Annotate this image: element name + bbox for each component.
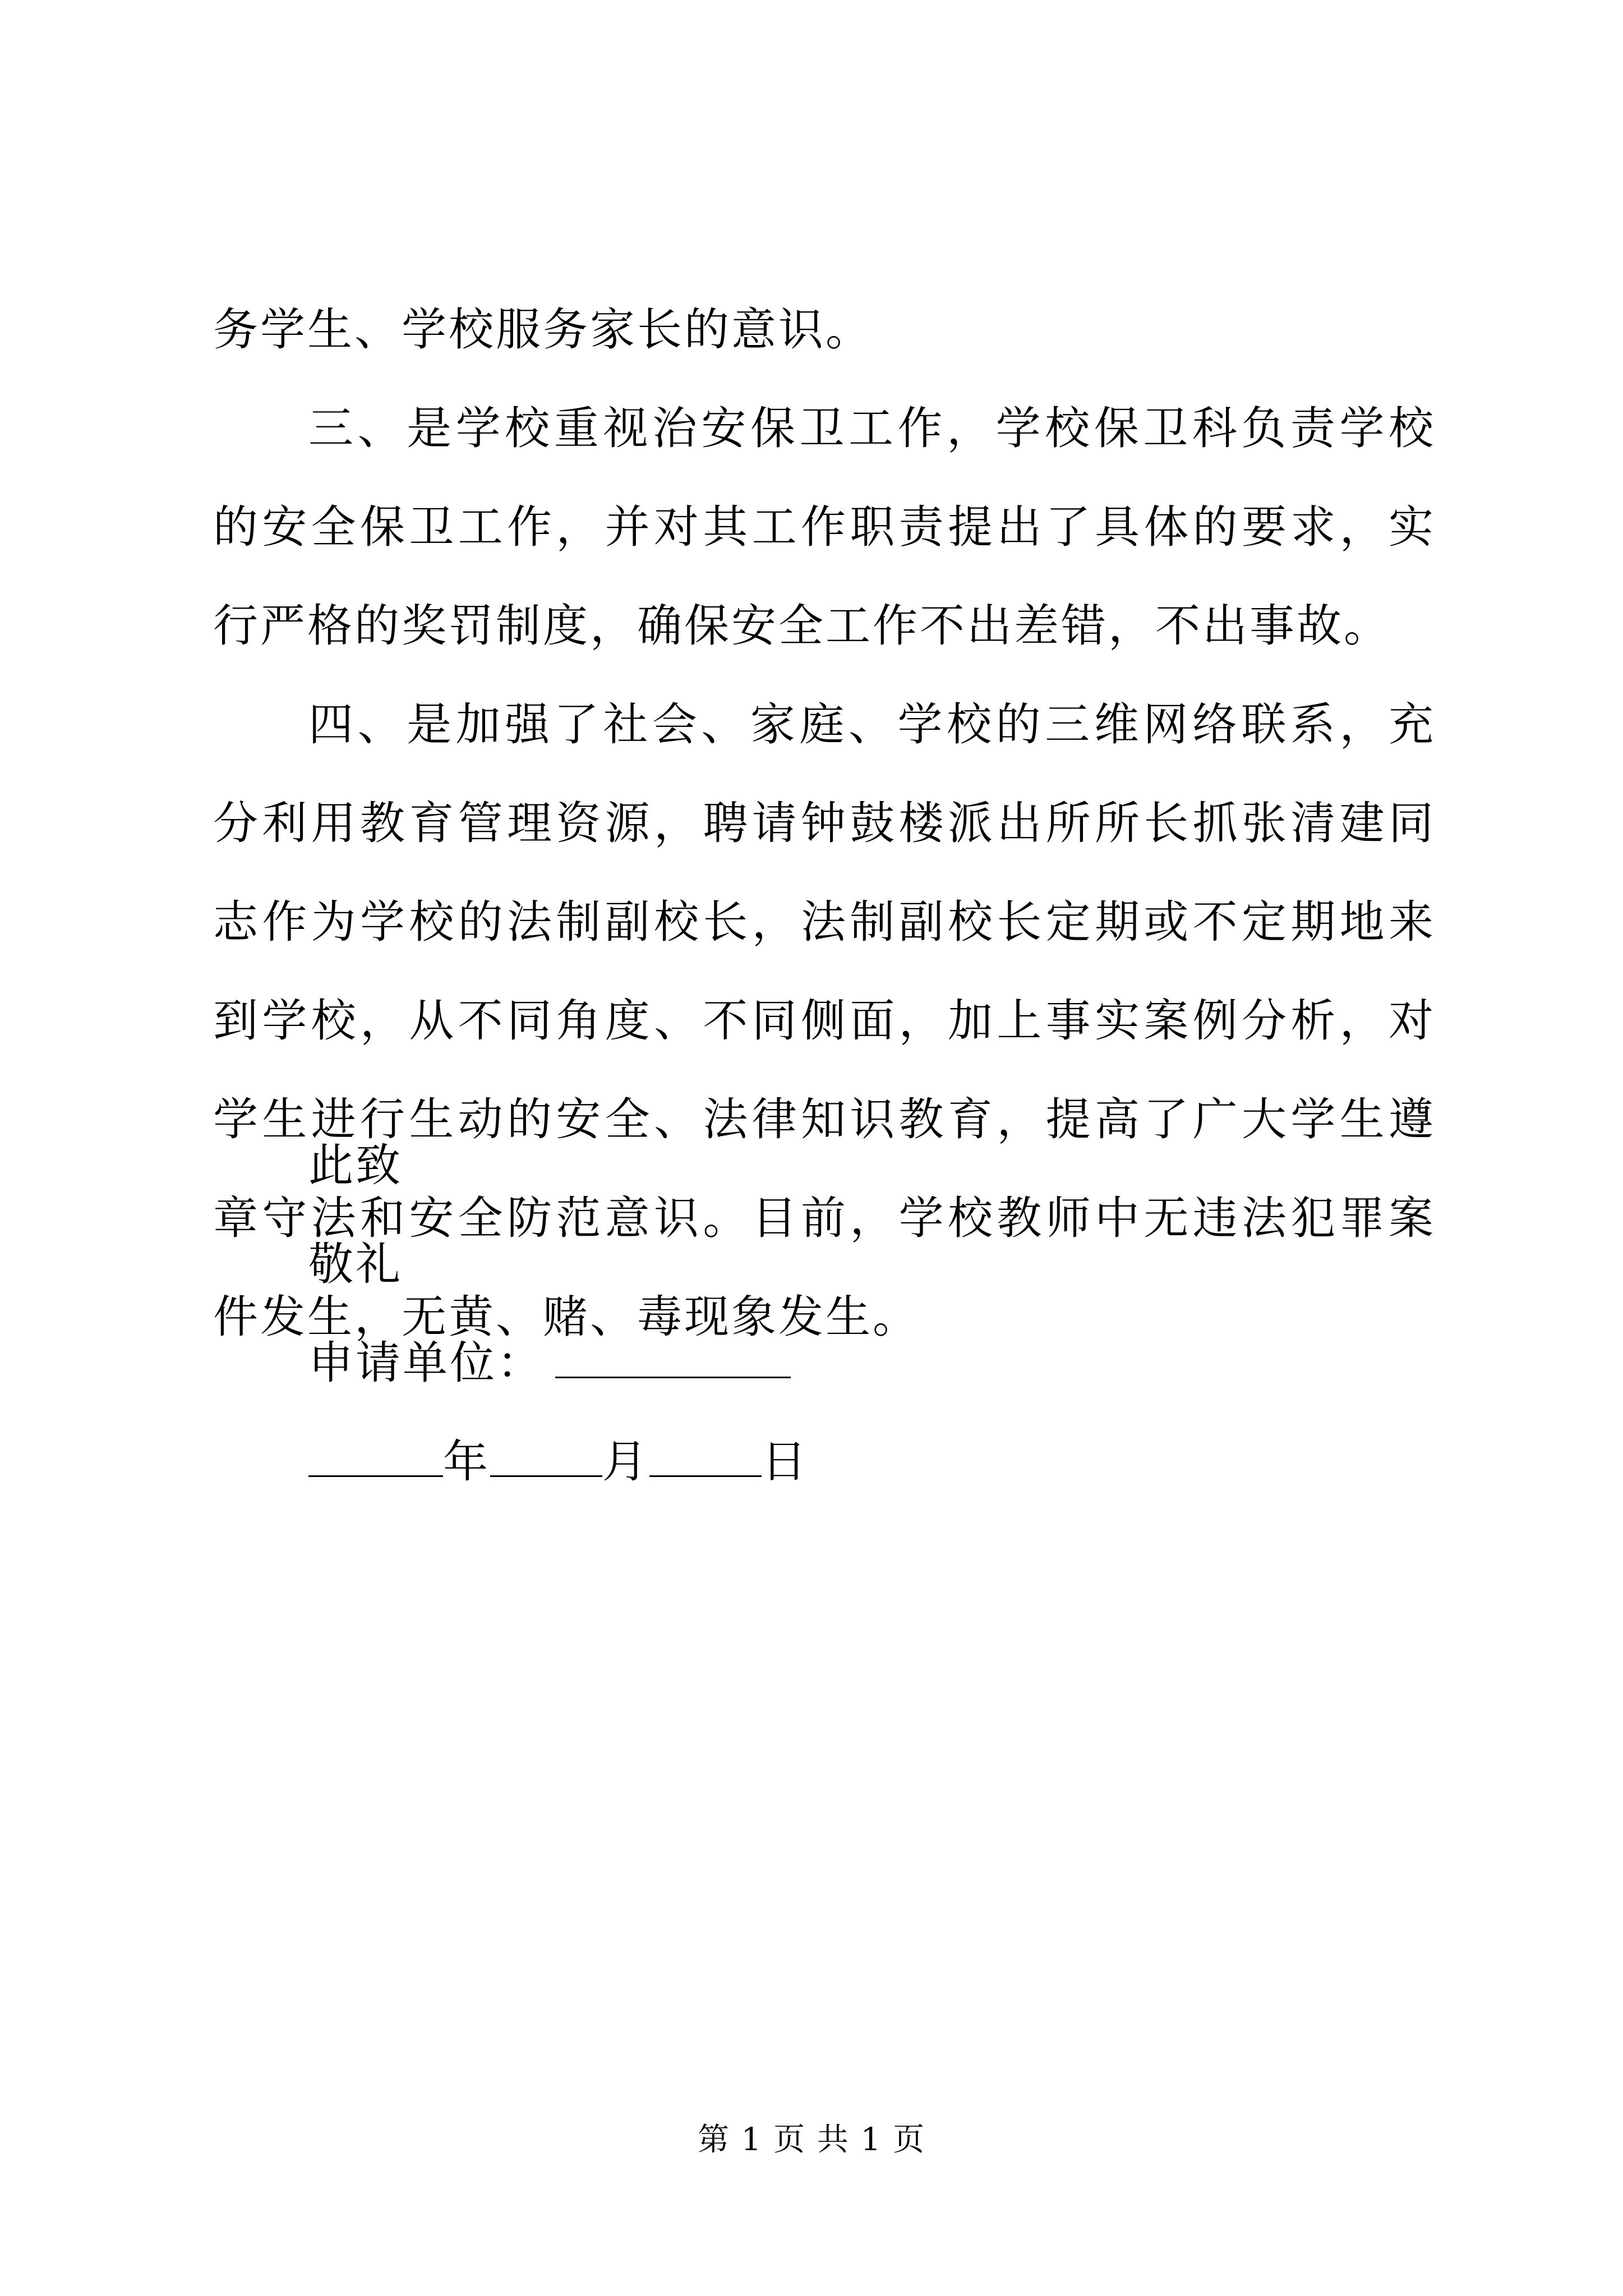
paragraph-continuation: 务学生、学校服务家长的意识。 xyxy=(213,303,873,356)
year-label: 年 xyxy=(443,1435,490,1488)
year-blank[interactable] xyxy=(308,1437,443,1477)
page-footer: 第 1 页 共 1 页 xyxy=(697,2122,926,2158)
month-blank[interactable] xyxy=(490,1437,602,1477)
paragraph-network-liaison: 四、是加强了社会、家庭、学校的三维网络联系，充分利用教育管理资源，聘请钟鼓楼派出所所长抓张清建同志作为学校的法制副校长，法制副校长定期或不定期地来到学校，从不同角度、不同侧面，加上事实案例分析，对学生进行生动的安全、法律知识教育，提高了广大学生遵章守法和安全防范意识。目前，学校教师中无违法犯罪案件发生，无黄、赌、毒现象发生。 xyxy=(213,698,1436,1343)
salutation-cizhi: 此致 xyxy=(308,1139,403,1191)
applicant-blank[interactable] xyxy=(555,1338,791,1378)
date-line xyxy=(308,1412,809,1511)
salutation-jingli: 敬礼 xyxy=(308,1238,403,1290)
applicant-line xyxy=(308,1314,809,1412)
closing-block xyxy=(308,1116,809,1511)
month-label: 月 xyxy=(602,1435,649,1488)
paragraph-security-work: 三、是学校重视治安保卫工作，学校保卫科负责学校的安全保卫工作，并对其工作职责提出了具体的要求，实行严格的奖罚制度，确保安全工作不出差错，不出事故。 xyxy=(213,402,1436,652)
applicant-label: 申请单位： xyxy=(308,1337,544,1389)
day-label: 日 xyxy=(762,1435,809,1488)
day-blank[interactable] xyxy=(649,1437,762,1477)
